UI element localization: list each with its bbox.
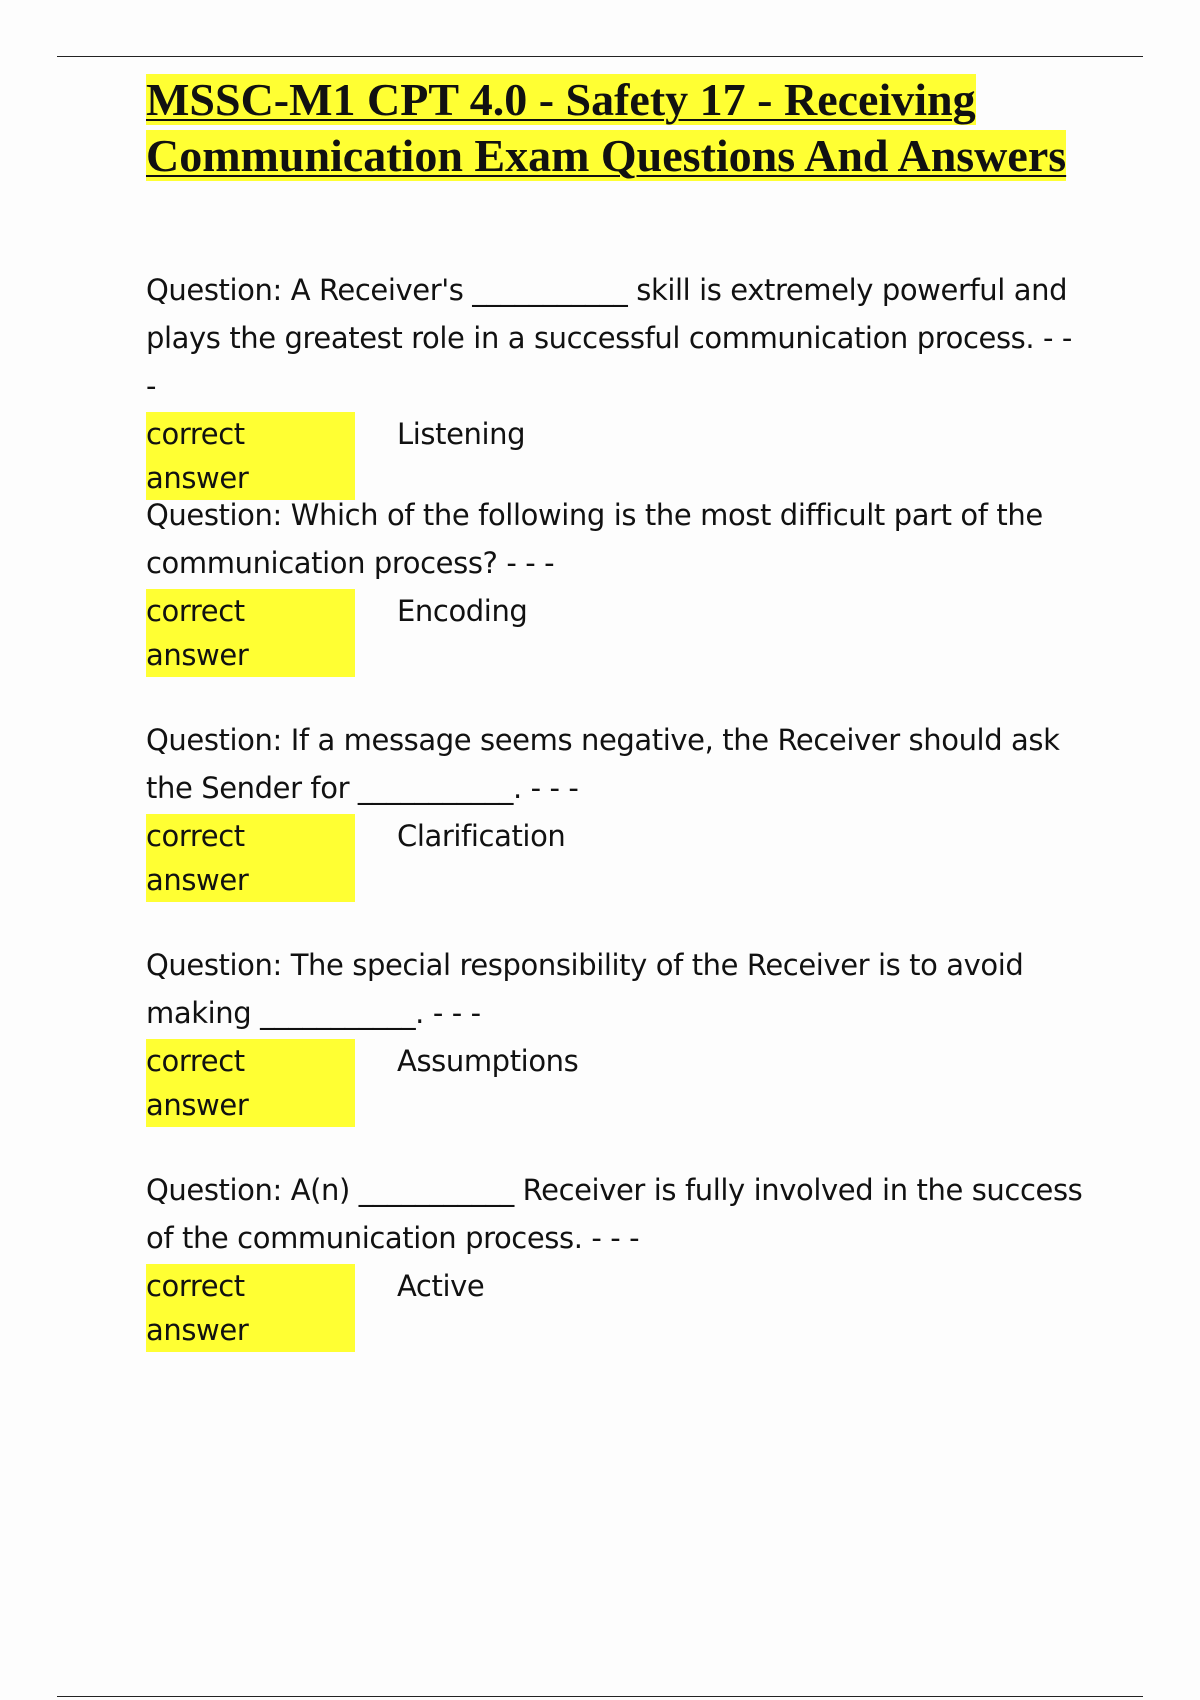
answer-line xyxy=(146,587,1086,672)
qa-item xyxy=(146,941,1086,1122)
answer-line xyxy=(146,410,1086,495)
question-text: Question: The special responsibility of the Receiver is to avoid making ___________. - - - xyxy=(146,948,1024,1030)
question-text: Question: Which of the following is the most difficult part of the communication process? - - - xyxy=(146,498,1043,580)
answer-line xyxy=(146,812,1086,897)
answer-value: Listening xyxy=(397,417,526,451)
answer-label: correct answer xyxy=(146,1264,355,1352)
qa-item xyxy=(146,266,1086,495)
answer-value: Assumptions xyxy=(397,1044,579,1078)
answer-label: correct answer xyxy=(146,412,355,500)
question-text: Question: If a message seems negative, the Receiver should ask the Sender for ___________. - - - xyxy=(146,723,1060,805)
question-text: Question: A Receiver's ___________ skill is extremely powerful and plays the greatest role in a successful communication process. - - - xyxy=(146,273,1072,403)
qa-item xyxy=(146,716,1086,897)
top-rule xyxy=(57,56,1143,57)
answer-value: Active xyxy=(397,1269,485,1303)
answer-value: Encoding xyxy=(397,594,528,628)
answer-line xyxy=(146,1037,1086,1122)
question-text: Question: A(n) ___________ Receiver is fully involved in the success of the communication process. - - - xyxy=(146,1173,1083,1255)
document-title-text: MSSC-M1 CPT 4.0 - Safety 17 - Receiving Communication Exam Questions And Answers xyxy=(146,74,1067,181)
answer-line xyxy=(146,1262,1086,1347)
document-title xyxy=(146,72,1106,184)
answer-label: correct answer xyxy=(146,1039,355,1127)
answer-label: correct answer xyxy=(146,814,355,902)
bottom-rule xyxy=(57,1696,1143,1697)
qa-item xyxy=(146,491,1086,672)
answer-label: correct answer xyxy=(146,589,355,677)
qa-item xyxy=(146,1166,1086,1347)
answer-value: Clarification xyxy=(397,819,566,853)
